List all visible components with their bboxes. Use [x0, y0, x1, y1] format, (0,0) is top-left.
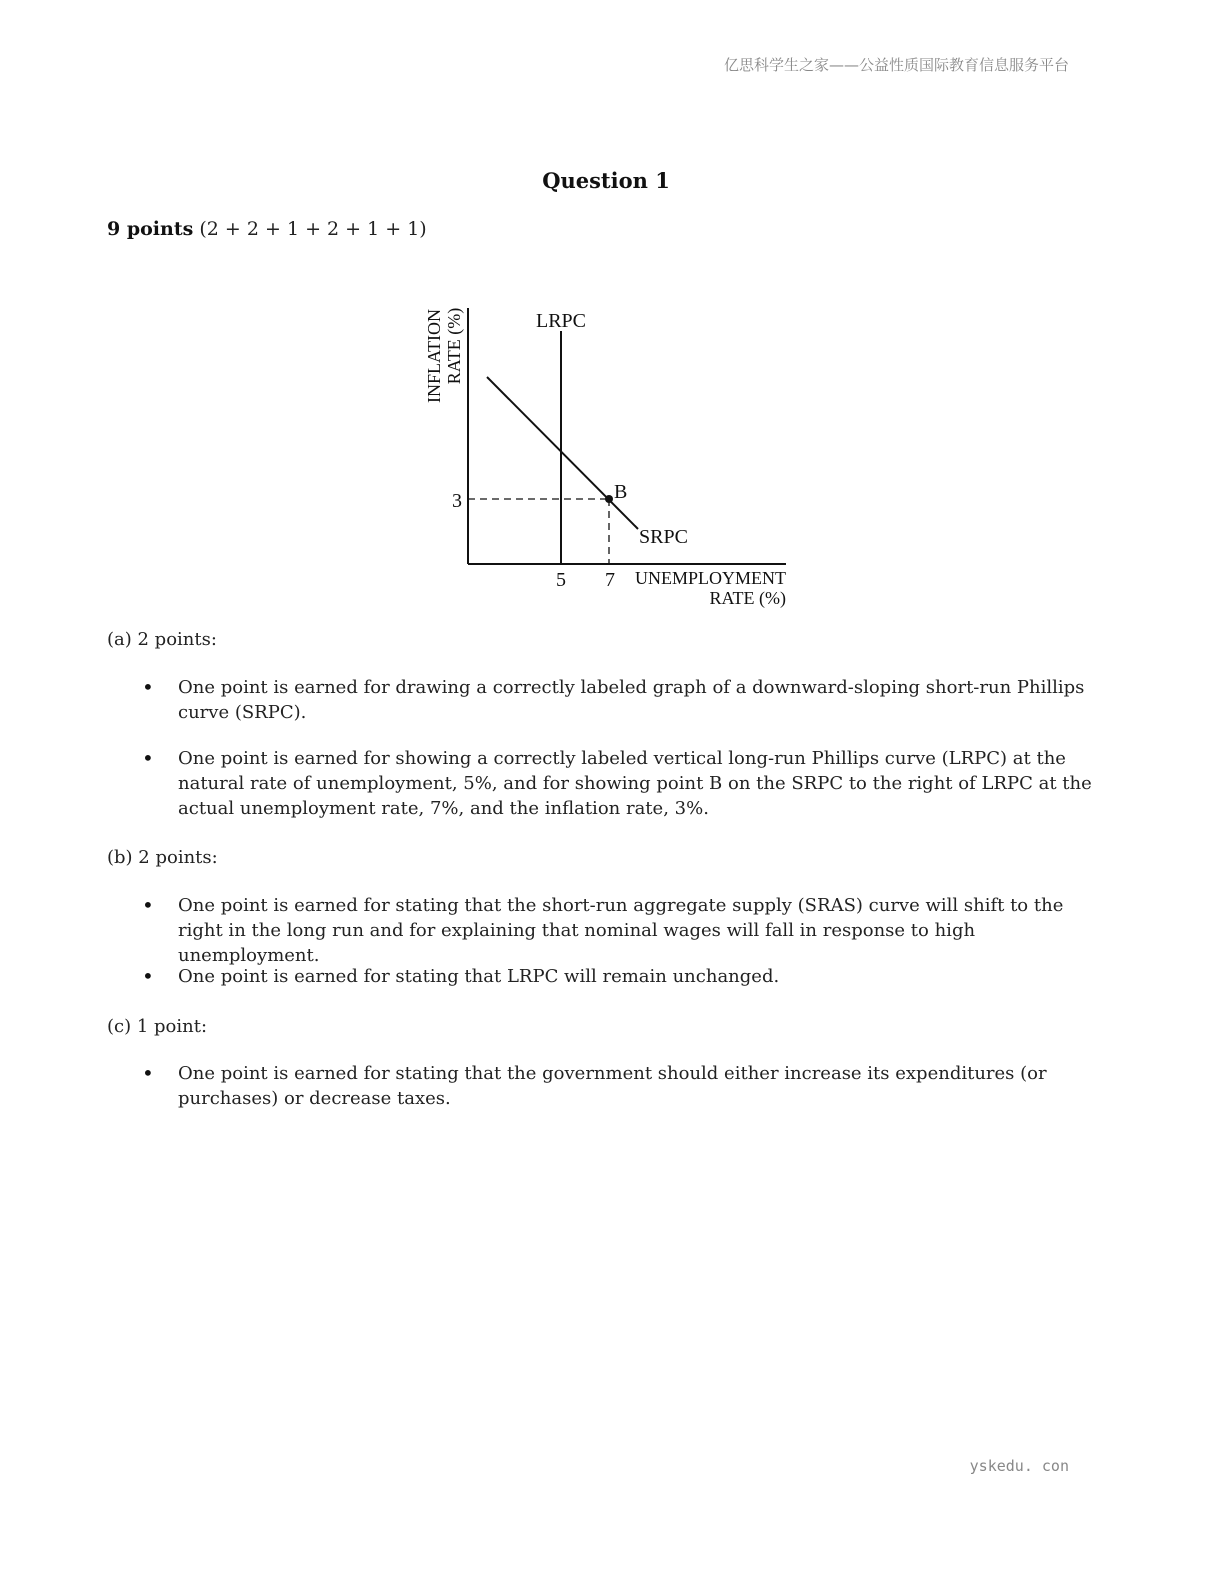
x-axis-label-line2: RATE (%) — [709, 588, 786, 608]
points-breakdown: (2 + 2 + 1 + 2 + 1 + 1) — [199, 218, 427, 240]
watermark-header: 亿思科学生之家——公益性质国际教育信息服务平台 — [723, 56, 1069, 74]
watermark-footer: yskedu. con — [969, 1457, 1069, 1475]
section-a-heading: (a) 2 points: — [107, 629, 217, 650]
x-tick-5: 5 — [556, 569, 566, 591]
section-a-bullet-2: • One point is earned for showing a correctly labeled vertical long-run Phillips curve (LRPC) at the natural rate of unemployment, 5%, and for showing point B on the SRPC to the right of LRPC at the actual unemployment rate, 7%, and the inflation rate, 3%. — [178, 746, 1108, 821]
lrpc-label: LRPC — [535, 310, 587, 332]
point-b-label: B — [614, 481, 628, 503]
y-axis-label-line2: RATE (%) — [444, 307, 464, 385]
x-tick-7: 7 — [605, 569, 615, 591]
phillips-curve-graph — [420, 296, 800, 616]
x-axis-label-line1: UNEMPLOYMENT — [635, 568, 786, 588]
section-c-heading: (c) 1 point: — [107, 1016, 208, 1037]
section-b-bullet-2: • One point is earned for stating that LRPC will remain unchanged. — [178, 964, 1108, 989]
y-tick-3: 3 — [452, 490, 462, 512]
section-b-heading: (b) 2 points: — [107, 847, 218, 868]
section-a-bullet-1: • One point is earned for drawing a correctly labeled graph of a downward-sloping short-run Phillips curve (SRPC). — [178, 675, 1108, 725]
srpc-label: SRPC — [639, 526, 688, 548]
section-c-bullet-1: • One point is earned for stating that the government should either increase its expenditures (or purchases) or decrease taxes. — [178, 1061, 1108, 1111]
section-b-bullet-1: • One point is earned for stating that the short-run aggregate supply (SRAS) curve will shift to the right in the long run and for explaining that nominal wages will fall in response to high unemployment. — [178, 893, 1108, 968]
page-title: Question 1 — [542, 168, 670, 193]
y-axis-label-line1: INFLATION — [424, 309, 444, 403]
points-total: 9 points — [107, 218, 194, 240]
srpc-line — [487, 377, 638, 529]
point-b — [605, 495, 613, 503]
points-summary — [107, 218, 427, 240]
